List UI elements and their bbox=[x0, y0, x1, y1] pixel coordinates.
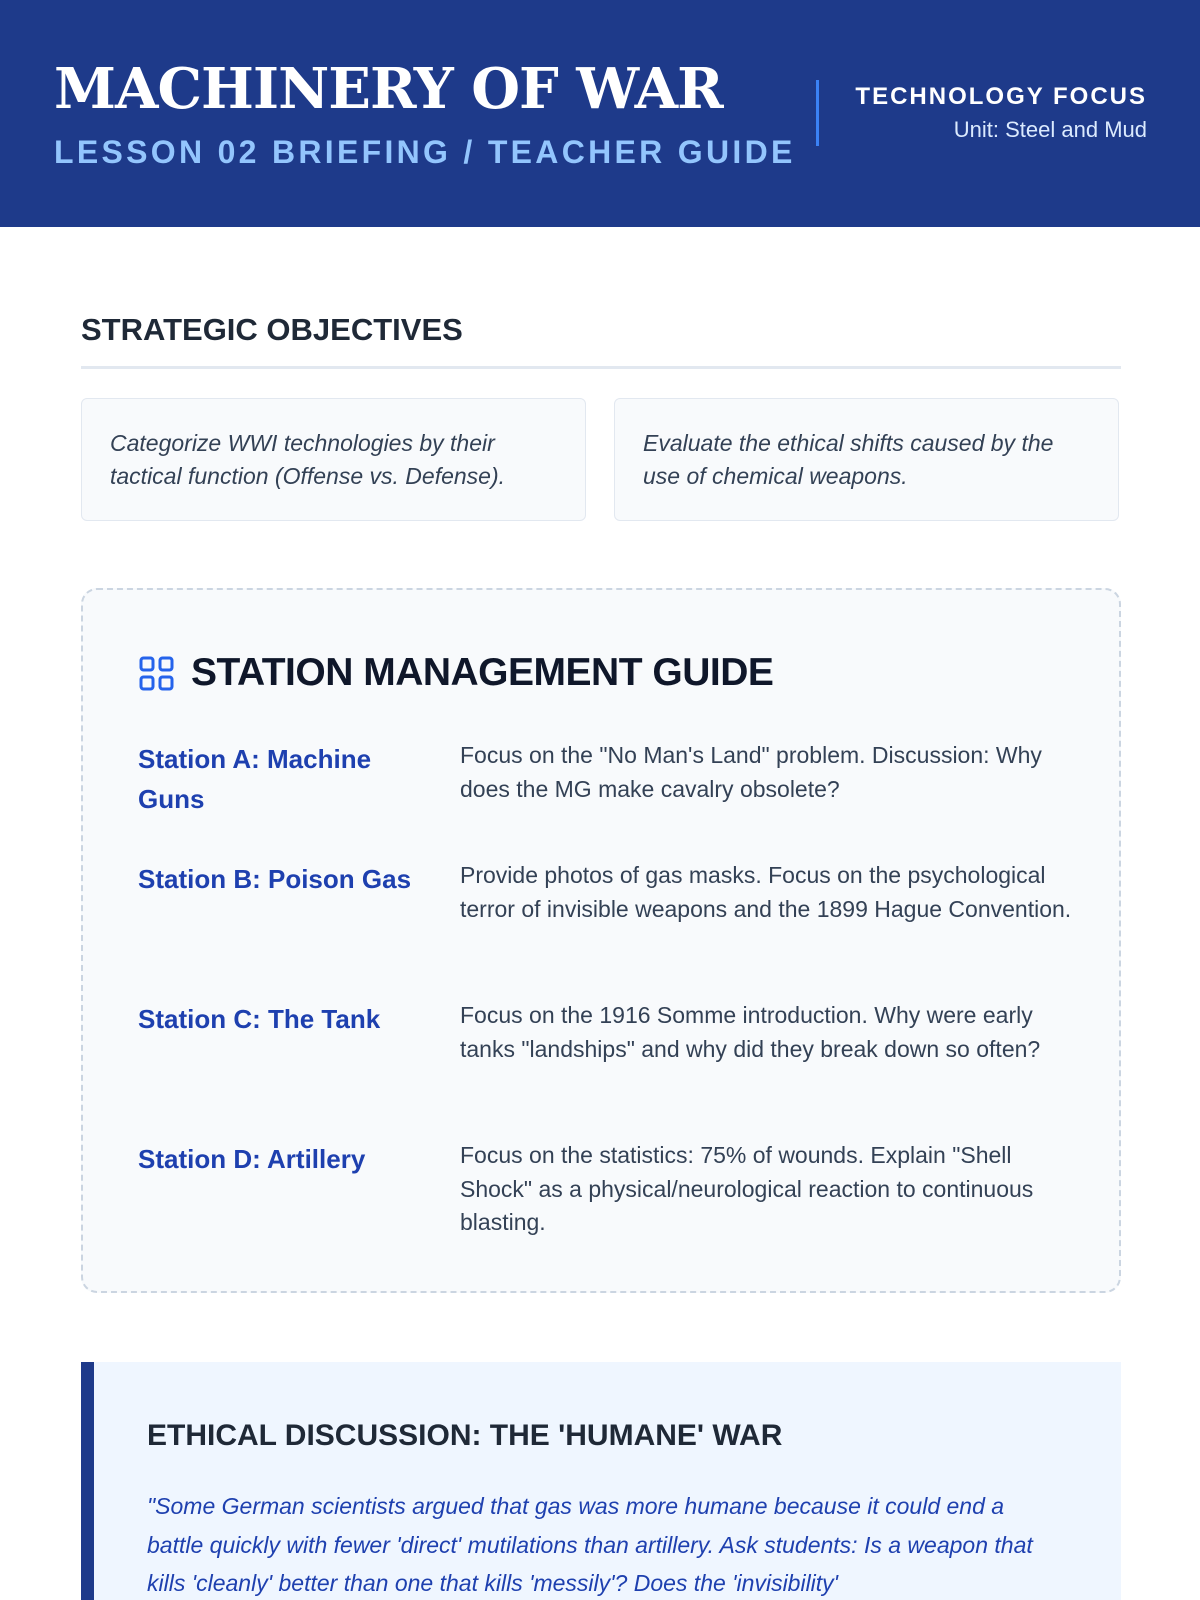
objective-card: Categorize WWI technologies by their tactical function (Offense vs. Defense). bbox=[81, 398, 586, 521]
station-name: Station D: Artillery bbox=[138, 1144, 366, 1174]
ethics-heading: ETHICAL DISCUSSION: THE 'HUMANE' WAR bbox=[147, 1419, 783, 1452]
unit-label: Unit: Steel and Mud bbox=[953, 117, 1147, 142]
objective-card: Evaluate the ethical shifts caused by the use of chemical weapons. bbox=[614, 398, 1119, 521]
station-description: Focus on the statistics: 75% of wounds. Explain "Shell Shock" as a physical/neurological reaction to continuous blasting. bbox=[460, 1142, 1034, 1235]
page-title: MACHINERY OF WAR bbox=[54, 56, 723, 122]
station-name: Station C: The Tank bbox=[138, 1004, 381, 1034]
ethics-quote: "Some German scientists argued that gas was more humane because it could end a battle quickly with fewer 'direct' mutilations than artillery. Ask students: Is a weapon that kills 'cleanly' better than one that kills 'messily'? Does the 'invisibility' bbox=[147, 1493, 1033, 1596]
station-description: Focus on the "No Man's Land" problem. Discussion: Why does the MG make cavalry obsolete? bbox=[460, 742, 1042, 802]
header-divider bbox=[816, 80, 819, 146]
focus-label: TECHNOLOGY FOCUS bbox=[855, 83, 1147, 110]
station-name: Station A: Machine Guns bbox=[138, 744, 372, 814]
station-description: Focus on the 1916 Somme introduction. Why were early tanks "landships" and why did they break down so often? bbox=[460, 1002, 1041, 1062]
objectives-heading: STRATEGIC OBJECTIVES bbox=[81, 312, 463, 347]
section-divider bbox=[81, 366, 1121, 369]
station-guide-panel bbox=[81, 588, 1121, 1293]
station-description: Provide photos of gas masks. Focus on the psychological terror of invisible weapons and the 1899 Hague Convention. bbox=[460, 862, 1072, 922]
station-name: Station B: Poison Gas bbox=[138, 864, 412, 894]
station-guide-title: STATION MANAGEMENT GUIDE bbox=[191, 651, 774, 694]
grid-icon bbox=[139, 656, 174, 691]
page-header bbox=[0, 0, 1200, 227]
ethics-callout bbox=[81, 1362, 1121, 1600]
page-subtitle: LESSON 02 BRIEFING / TEACHER GUIDE bbox=[54, 134, 796, 170]
